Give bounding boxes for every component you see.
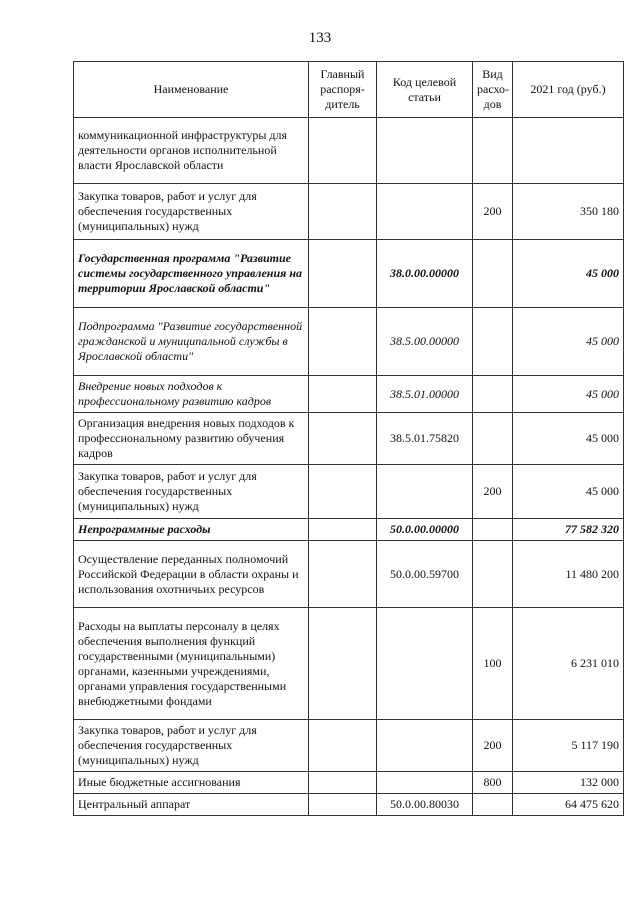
cell-name: Центральный аппарат	[74, 794, 309, 816]
cell-type: 800	[473, 772, 513, 794]
table-row	[74, 608, 624, 720]
cell-admin	[309, 413, 377, 465]
header-admin: Главный распоря-дитель	[309, 62, 377, 118]
table-row	[74, 720, 624, 772]
cell-type	[473, 118, 513, 184]
cell-amount: 77 582 320	[513, 519, 624, 541]
cell-type	[473, 519, 513, 541]
table-row	[74, 519, 624, 541]
cell-amount	[513, 118, 624, 184]
cell-amount: 350 180	[513, 184, 624, 240]
budget-table	[73, 61, 624, 816]
cell-admin	[309, 240, 377, 308]
cell-name: коммуникационной инфраструктуры для деятельности органов исполнительной власти Ярославской области	[74, 118, 309, 184]
cell-type	[473, 541, 513, 608]
cell-admin	[309, 608, 377, 720]
cell-type: 200	[473, 720, 513, 772]
cell-admin	[309, 118, 377, 184]
cell-code	[377, 184, 473, 240]
table-row	[74, 413, 624, 465]
cell-name: Непрограммные расходы	[74, 519, 309, 541]
cell-amount: 11 480 200	[513, 541, 624, 608]
cell-name: Закупка товаров, работ и услуг для обеспечения государственных (муниципальных) нужд	[74, 465, 309, 519]
cell-code	[377, 772, 473, 794]
cell-type	[473, 308, 513, 376]
table-row	[74, 541, 624, 608]
cell-admin	[309, 184, 377, 240]
cell-code: 50.0.00.00000	[377, 519, 473, 541]
cell-code	[377, 608, 473, 720]
header-code: Код целевой статьи	[377, 62, 473, 118]
table-header	[74, 62, 624, 118]
cell-name: Внедрение новых подходов к профессиональному развитию кадров	[74, 376, 309, 413]
header-type: Вид расхо-дов	[473, 62, 513, 118]
cell-admin	[309, 794, 377, 816]
table-row	[74, 308, 624, 376]
cell-admin	[309, 720, 377, 772]
cell-amount: 45 000	[513, 240, 624, 308]
cell-type	[473, 240, 513, 308]
cell-type: 100	[473, 608, 513, 720]
cell-admin	[309, 465, 377, 519]
cell-type	[473, 794, 513, 816]
cell-amount: 45 000	[513, 413, 624, 465]
table-row	[74, 465, 624, 519]
cell-admin	[309, 519, 377, 541]
cell-admin	[309, 772, 377, 794]
cell-code: 38.0.00.00000	[377, 240, 473, 308]
cell-code: 38.5.01.75820	[377, 413, 473, 465]
cell-code: 38.5.00.00000	[377, 308, 473, 376]
table-row	[74, 772, 624, 794]
cell-code: 38.5.01.00000	[377, 376, 473, 413]
cell-name: Закупка товаров, работ и услуг для обеспечения государственных (муниципальных) нужд	[74, 720, 309, 772]
cell-type: 200	[473, 465, 513, 519]
table-row	[74, 240, 624, 308]
cell-code	[377, 465, 473, 519]
cell-amount: 64 475 620	[513, 794, 624, 816]
table-row	[74, 376, 624, 413]
cell-amount: 5 117 190	[513, 720, 624, 772]
cell-code	[377, 118, 473, 184]
cell-amount: 6 231 010	[513, 608, 624, 720]
cell-amount: 45 000	[513, 465, 624, 519]
header-amount: 2021 год (руб.)	[513, 62, 624, 118]
cell-amount: 45 000	[513, 308, 624, 376]
cell-name: Иные бюджетные ассигнования	[74, 772, 309, 794]
cell-name: Закупка товаров, работ и услуг для обеспечения государственных (муниципальных) нужд	[74, 184, 309, 240]
cell-name: Подпрограмма "Развитие государственной гражданской и муниципальной службы в Ярославской области"	[74, 308, 309, 376]
table-row	[74, 118, 624, 184]
table-body	[74, 118, 624, 816]
table-row	[74, 184, 624, 240]
cell-name: Осуществление переданных полномочий Российской Федерации в области охраны и использования охотничьих ресурсов	[74, 541, 309, 608]
cell-type	[473, 413, 513, 465]
cell-name: Государственная программа "Развитие системы государственного управления на территории Ярославской области"	[74, 240, 309, 308]
cell-admin	[309, 308, 377, 376]
table-row	[74, 794, 624, 816]
cell-code	[377, 720, 473, 772]
page-number: 133	[308, 30, 332, 46]
cell-amount: 132 000	[513, 772, 624, 794]
cell-name: Организация внедрения новых подходов к профессиональному развитию обучения кадров	[74, 413, 309, 465]
cell-name: Расходы на выплаты персоналу в целях обеспечения выполнения функций государственными (муниципальными) органами, казенными учреждениями, органами управления государственными внебюджетными фондами	[74, 608, 309, 720]
cell-amount: 45 000	[513, 376, 624, 413]
header-name: Наименование	[74, 62, 309, 118]
cell-admin	[309, 541, 377, 608]
cell-type: 200	[473, 184, 513, 240]
cell-type	[473, 376, 513, 413]
cell-admin	[309, 376, 377, 413]
cell-code: 50.0.00.59700	[377, 541, 473, 608]
cell-code: 50.0.00.80030	[377, 794, 473, 816]
